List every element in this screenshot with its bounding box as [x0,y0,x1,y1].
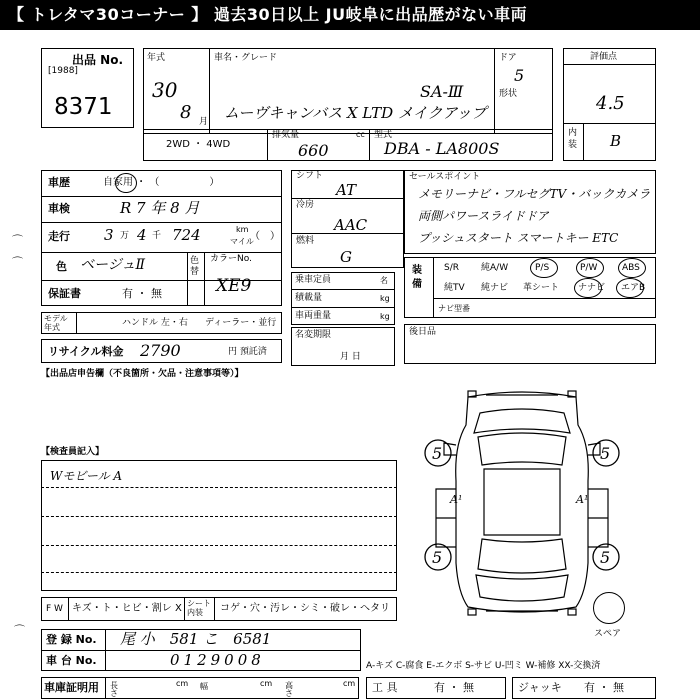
capacity-label-3: 車両重量 [295,311,332,321]
fuel-value: G [340,248,352,266]
fw-seat-label: シート内装 [187,599,211,617]
score-label: 評価点 [590,52,618,62]
fw-label: F W [46,604,63,614]
inspection-label: 車検 [48,202,70,215]
equip-airbag-circle [616,278,644,298]
capacity-unit-2: kg [380,294,390,303]
model-meta-dealer: ディーラー・並行 [205,318,277,328]
capacity-label-1: 乗車定員 [295,275,332,285]
shift-label: シフト [296,171,324,181]
history-options: 自家用 ・ （ ） [103,177,220,188]
inspection-value: R 7 年 8 月 [120,199,200,217]
retrofit-box [404,324,656,364]
mileage-man-unit: 万 [120,231,130,241]
car-diagram [400,385,645,625]
form-label: 形状 [499,89,518,99]
inspector-label: 【検査員記入】 [41,447,105,457]
mileage-sen-unit: 千 [152,231,162,241]
name-change-unit: 月 日 [340,352,361,362]
model-code: SA-Ⅲ [420,82,464,101]
equip-pw-circle [576,258,604,278]
tools-options: 有 ・ 無 [434,681,474,694]
margin-mark-1: ⌒ [12,234,23,247]
equip-tv: 純TV [444,283,465,293]
aircon-label: 冷房 [296,200,315,210]
equip-leather: 革シート [523,283,560,293]
registration-label: 登 録 No. [46,633,97,646]
equip-pw: P/W [580,263,598,273]
equip-sr: S/R [444,263,459,273]
equipment-label: 装備 [412,265,422,290]
fw-seat: コゲ・穴・汚レ・シミ・破レ・へタリ [220,603,390,614]
cert-u2: cm [260,679,273,688]
model-type-label: 型式 [374,130,393,140]
color-change-label: 色替 [190,256,200,278]
car-name: ムーヴキャンバス X LTD メイクアップ [224,104,487,122]
mileage-paren: （ ） [250,231,280,242]
retrofit-label: 後日品 [409,327,437,337]
mark-right: A¹ [576,493,589,506]
header-title: 【 トレタマ30コーナー 】 過去30日以上 JU岐阜に出品歴がない車両 [8,5,528,24]
name-label: 車名・グレード [214,53,278,63]
tools-label: 工 具 [372,681,398,694]
shift-value: AT [336,181,357,199]
mileage-sen: 4 [137,226,147,244]
equip-navi2-circle [574,278,602,298]
mark-left: A¹ [450,493,463,506]
sales-line-1: メモリーナビ・フルセグTV・バックカメラ [418,187,651,201]
cert-l3: 高さ [285,681,293,699]
fuel-label: 燃料 [296,236,315,246]
equip-ps-circle [530,258,558,278]
equip-abs: ABS [622,263,640,273]
mileage-rest: 724 [172,226,201,244]
color-no-value: XE9 [216,276,252,296]
year-month-unit: 月 [199,117,209,127]
warranty-options: 有 ・ 無 [122,287,162,300]
color-label: 色 [56,260,67,273]
mileage-km: km [236,225,249,234]
door-label: ドア [499,53,517,63]
capacity-label-2: 積載量 [295,293,323,303]
model-meta-handle: ハンドル 左・右 [122,318,188,328]
door-value: 5 [514,66,525,85]
mileage-mile: マイル [230,237,254,246]
inspector-note: Wモビール A [50,469,123,483]
capacity-unit-1: 名 [380,276,388,285]
jack-label: ジャッキ [518,681,562,694]
navi-model-label: ナビ型番 [438,304,470,313]
score-value: 4.5 [596,93,625,114]
warranty-label: 保証書 [48,287,81,300]
lot-label: 出品 No. [72,53,124,67]
model-type-value: DBA - LA800S [384,139,500,158]
lot-number: 8371 [54,94,113,120]
cert-l1: 長さ [110,681,118,699]
sales-label: セールスポイント [409,172,481,182]
margin-mark-2: ⌒ [12,256,23,269]
registration-value: 尾 小 581 こ 6581 [120,630,272,648]
year-month: 8 [180,102,192,123]
recycle-unit: 円 預託済 [228,347,267,357]
cert-label: 車庫証明用 [44,681,99,694]
year-label: 年式 [147,53,166,63]
tire-rr-value: 5 [600,548,611,567]
mileage-man: 3 [104,226,114,244]
tire-fl-value: 5 [432,444,443,463]
spare-tire-circle [593,592,625,624]
interior-label: 内装 [568,128,578,150]
aircon-value: AAC [334,216,368,234]
cert-l2: 幅 [200,682,208,691]
chassis-label: 車 台 No. [46,654,97,667]
notes-label: 【出品店申告欄（不良箇所・欠品・注意事項等）】 [41,369,244,379]
margin-mark-3: ⌒ [14,624,25,637]
equip-navi2: ナナビ [578,283,606,293]
equip-airbag: エアB [621,283,646,293]
sales-line-3: プッシュスタート スマートキー ETC [418,231,619,245]
displacement-value: 660 [298,141,329,160]
fw-scratch: キズ・ト・ヒビ・割レ X [72,603,182,614]
equip-abs-circle [618,258,646,278]
recycle-value: 2790 [140,341,181,360]
mileage-label: 走行 [48,230,70,243]
history-circle [115,173,137,193]
year-value: 30 [152,78,178,102]
displacement-label: 排気量 [272,130,300,140]
displacement-unit: cc [356,130,365,139]
chassis-value: 0129008 [170,651,265,669]
equip-navi: 純ナビ [481,283,509,293]
tire-rl-value: 5 [432,548,443,567]
damage-legend: A-キズ C-腐食 E-エクボ S-サビ U-凹ミ W-補修 XX-交換済 [366,661,601,671]
sales-line-2: 両側パワースライドドア [418,209,549,223]
interior-value: B [610,132,622,150]
recycle-label: リサイクル料金 [48,345,124,358]
lot-small-code: [1988] [48,66,78,76]
drive-options: 2WD ・ 4WD [166,139,231,150]
cert-u3: cm [343,679,356,688]
color-no-label: カラーNo. [210,254,252,264]
equip-alloy: 純A/W [481,263,509,273]
tire-fr-value: 5 [600,444,611,463]
color-value: ベージュⅡ [80,257,145,273]
spare-label: スペア [594,629,622,639]
name-change-label: 名変期限 [295,330,332,340]
cert-u1: cm [176,679,189,688]
jack-options: 有 ・ 無 [584,681,624,694]
model-meta-label: モデル年式 [44,314,68,332]
history-label: 車歴 [48,176,70,189]
equip-ps: P/S [535,263,550,273]
capacity-unit-3: kg [380,312,390,321]
